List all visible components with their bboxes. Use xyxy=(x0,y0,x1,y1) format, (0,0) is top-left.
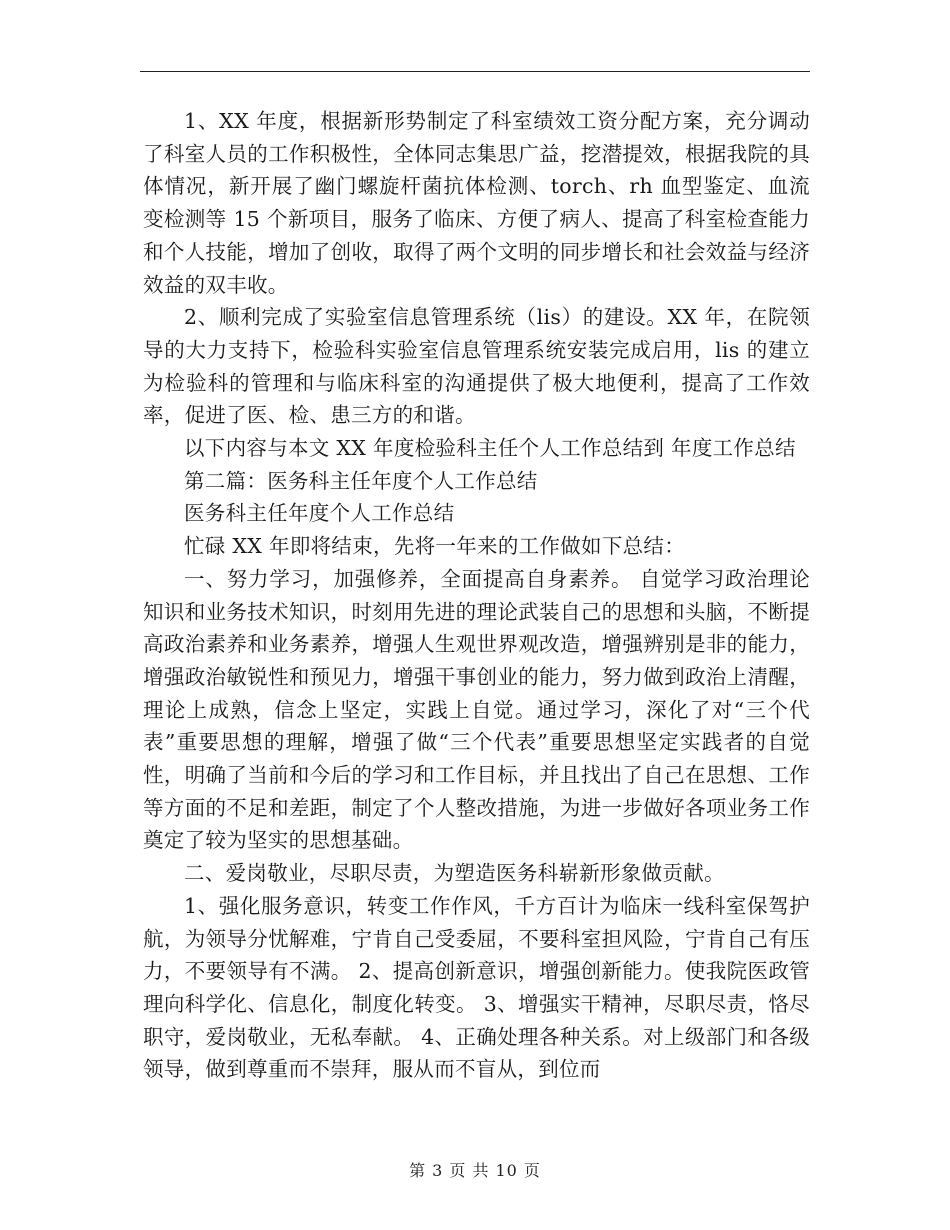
paragraph-2: 2、顺利完成了实验室信息管理系统（lis）的建设。XX 年，在院领导的大力支持下，检验科实验室信息管理系统安装完成启用，lis 的建立为检验科的管理和与临床科室的沟通提供了极大地便利，提高了工作效率，促进了医、检、患三方的和谐。 xyxy=(143,305,810,428)
footer-suffix: 页 xyxy=(523,1161,541,1180)
paragraph-service: 1、强化服务意识，转变工作作风，千方百计为临床一线科室保驾护航，为领导分忧解难，宁肯自己受委屈，不要科室担风险，宁肯自己有压力，不要领导有不满。 2、提高创新意识，增强创新能力。使我院医政管理向科学化、信息化，制度化转变。 3、增强实干精神，尽职尽责，恪尽职守，爱岗敬业，无私奉献。 4、正确处理各种关系。对上级部门和各级领导，做到尊重而不崇拜，服从而不盲从，到位而 xyxy=(143,893,810,1082)
paragraph-intro: 忙碌 XX 年即将结束，先将一年来的工作做如下总结： xyxy=(184,534,686,559)
document-body xyxy=(143,105,810,1086)
footer-current-page: 3 xyxy=(432,1161,444,1180)
footer-prefix: 第 xyxy=(409,1161,427,1180)
document-title: 医务科主任年度个人工作总结 xyxy=(184,501,455,526)
footer-middle: 页 共 xyxy=(449,1161,490,1180)
paragraph-3: 以下内容与本文 XX 年度检验科主任个人工作总结到 年度工作总结 xyxy=(184,436,796,461)
header-rule xyxy=(140,71,810,72)
paragraph-dedication: 二、爱岗敬业，尽职尽责，为塑造医务科崭新形象做贡献。 xyxy=(184,861,725,886)
footer-total-pages: 10 xyxy=(495,1161,518,1180)
paragraph-1: 1、XX 年度，根据新形势制定了科室绩效工资分配方案，充分调动了科室人员的工作积极性，全体同志集思广益，挖潜提效，根据我院的具体情况，新开展了幽门螺旋杆菌抗体检测、torch、rh 血型鉴定、血流变检测等 15 个新项目，服务了临床、方便了病人、提高了科室检查能力和个人技能，增加了创收，取得了两个文明的同步增长和社会效益与经济效益的双丰收。 xyxy=(143,109,810,297)
section-heading: 第二篇：医务科主任年度个人工作总结 xyxy=(184,468,538,493)
paragraph-study: 一、努力学习，加强修养，全面提高自身素养。 自觉学习政治理论知识和业务技术知识，时刻用先进的理论武装自己的思想和头脑，不断提高政治素养和业务素养，增强人生观世界观改造，增强辨别是非的能力，增强政治敏锐性和预见力，增强干事创业的能力，努力做到政治上清醒，理论上成熟，信念上坚定，实践上自觉。通过学习，深化了对“三个代表”重要思想的理解，增强了做“三个代表”重要思想坚定实践者的自觉性，明确了当前和今后的学习和工作目标，并且找出了自己在思想、工作等方面的不足和差距，制定了个人整改措施，为进一步做好各项业务工作奠定了较为坚实的思想基础。 xyxy=(143,566,810,853)
page-footer xyxy=(0,1158,950,1181)
